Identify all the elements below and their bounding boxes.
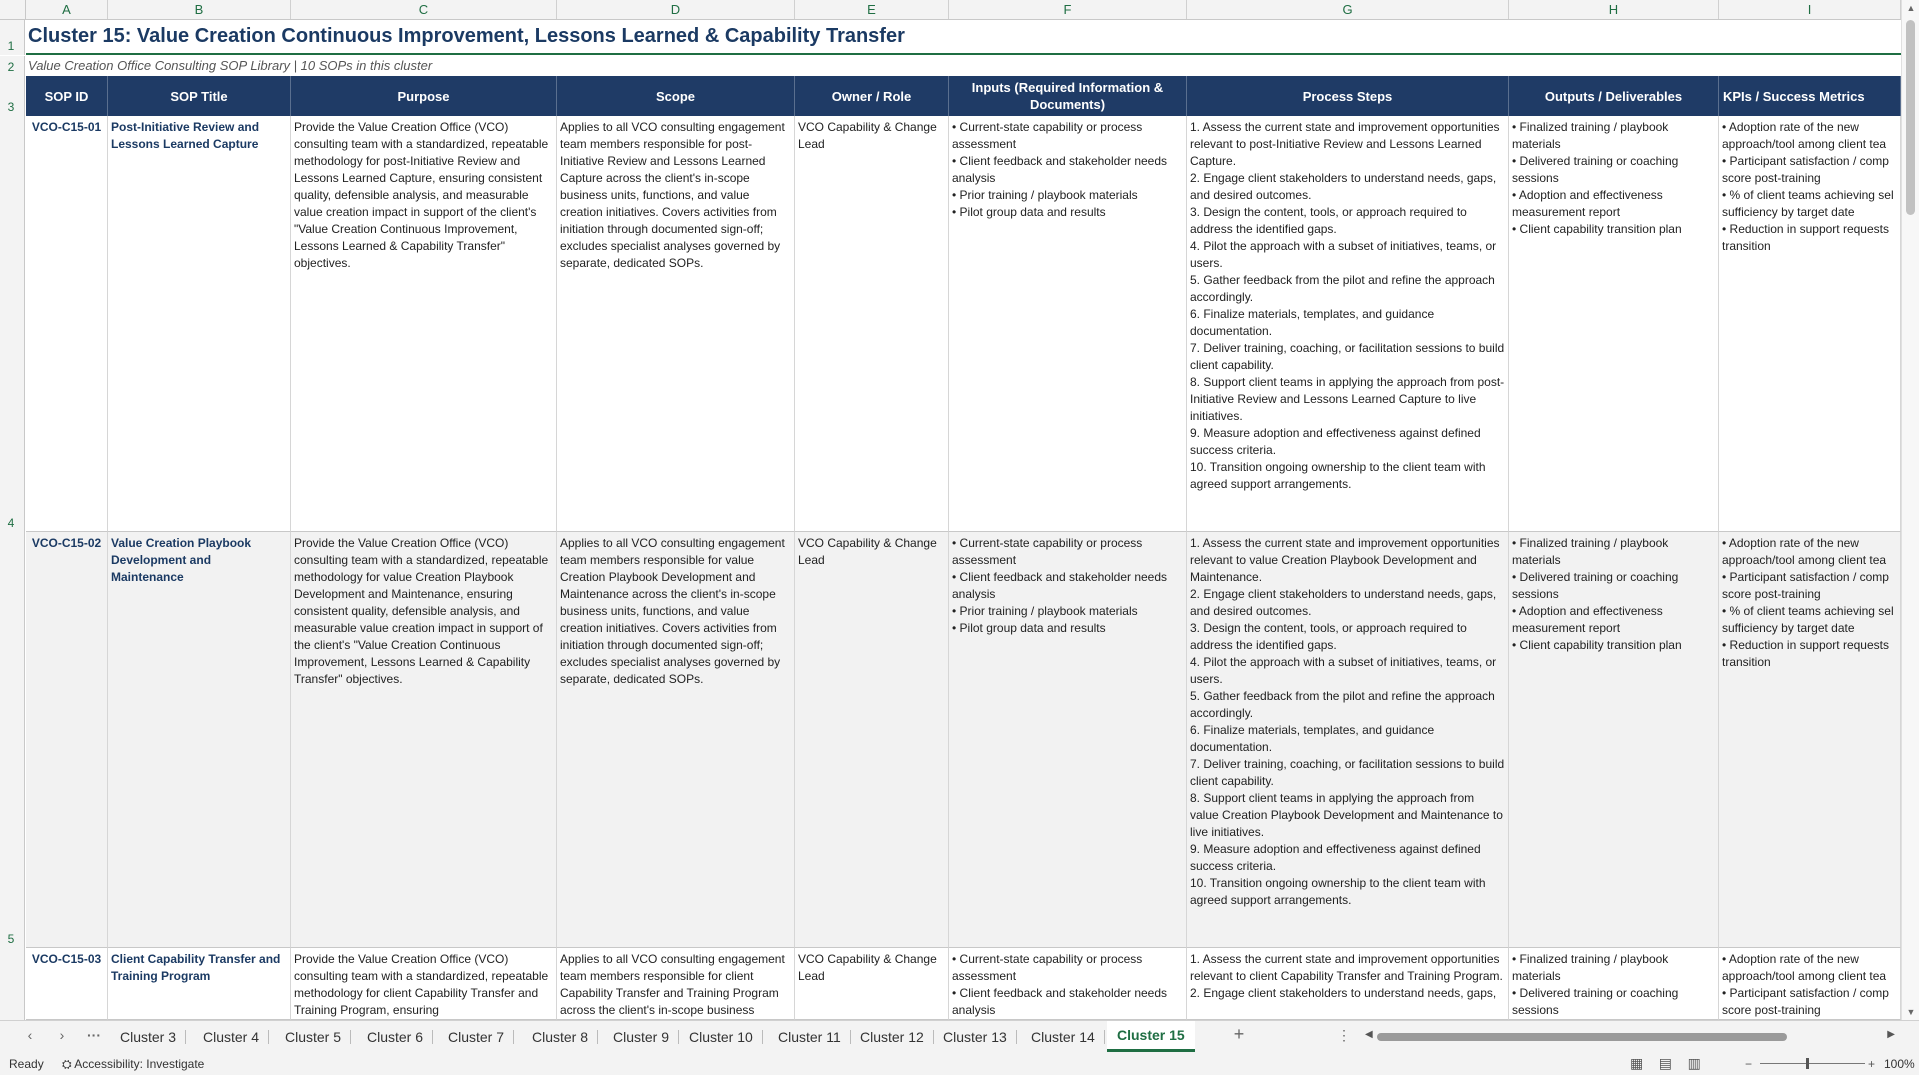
- select-all-corner[interactable]: [0, 0, 26, 19]
- cell-scope-row-2[interactable]: Applies to all VCO consulting engagement team members responsible for value Creation Playbook Development and Maintenance across the client's in-scope business units, functions, and value creation initiatives. Covers activities from initiation through documented sign-off; excludes specialist analyses governed by separate, dedicated SOPs.: [557, 532, 795, 948]
- inputs-item: • Pilot group data and results: [952, 620, 1183, 637]
- column-header-h[interactable]: H: [1509, 0, 1719, 19]
- inputs-item: • Client feedback and stakeholder needs analysis: [952, 569, 1183, 603]
- scroll-down-icon[interactable]: ▼: [1906, 1007, 1916, 1017]
- inputs-item: • Current-state capability or process assessment: [952, 951, 1183, 985]
- accessibility-status[interactable]: [62, 1057, 204, 1072]
- kpis-item: • % of client teams achieving sel sufficiency by target date: [1722, 603, 1897, 637]
- header-owner-role[interactable]: Owner / Role: [795, 76, 949, 116]
- column-header-c[interactable]: C: [291, 0, 557, 19]
- more-tabs-icon[interactable]: ···: [87, 1027, 101, 1043]
- steps-item: 2. Engage client stakeholders to understand needs, gaps, and desired outcomes.: [1190, 587, 1497, 618]
- header-purpose[interactable]: Purpose: [291, 76, 557, 116]
- header-kpis[interactable]: KPIs / Success Metrics: [1719, 76, 1901, 116]
- column-header-d[interactable]: D: [557, 0, 795, 19]
- row-header-3[interactable]: 3: [0, 76, 25, 116]
- scroll-right-icon[interactable]: ▶: [1887, 1029, 1895, 1040]
- kpis-item: • Participant satisfaction / comp score post-training: [1722, 153, 1897, 187]
- column-header-g[interactable]: G: [1187, 0, 1509, 19]
- kpis-item: • Participant satisfaction / comp score post-training: [1722, 985, 1897, 1019]
- outputs-item: • Adoption and effectiveness measurement report: [1512, 187, 1715, 221]
- steps-item: 10. Transition ongoing ownership to the client team with agreed support arrangements.: [1190, 876, 1486, 907]
- steps-item: 10. Transition ongoing ownership to the client team with agreed support arrangements.: [1190, 460, 1486, 491]
- cell-inputs-row-3[interactable]: [949, 948, 1187, 1020]
- steps-item: 2. Engage client stakeholders to understand needs, gaps, and desired outcomes.: [1190, 171, 1497, 202]
- cell-purpose-row-3[interactable]: Provide the Value Creation Office (VCO) consulting team with a standardized, repeatable methodology for client Capability Transfer and Training Program, ensuring: [291, 948, 557, 1020]
- outputs-item: • Finalized training / playbook materials: [1512, 535, 1715, 569]
- status-bar: [0, 1053, 1919, 1075]
- horizontal-scroll-thumb[interactable]: [1377, 1033, 1787, 1041]
- page-layout-view-icon[interactable]: ▤: [1658, 1055, 1673, 1071]
- outputs-item: • Finalized training / playbook materials: [1512, 951, 1715, 985]
- header-scope[interactable]: Scope: [557, 76, 795, 116]
- cell-scope-row-3[interactable]: Applies to all VCO consulting engagement team members responsible for client Capability Transfer and Training Program across the client's in-scope business: [557, 948, 795, 1020]
- kpis-item: • Participant satisfaction / comp score post-training: [1722, 569, 1897, 603]
- column-header-e[interactable]: E: [795, 0, 949, 19]
- steps-item: 2. Engage client stakeholders to understand needs, gaps,: [1190, 986, 1497, 1000]
- outputs-item: • Finalized training / playbook materials: [1512, 119, 1715, 153]
- tab-next-icon[interactable]: ›: [59, 1027, 65, 1043]
- accessibility-label: Accessibility: Investigate: [74, 1057, 205, 1071]
- header-sop-id[interactable]: SOP ID: [26, 76, 108, 116]
- outputs-item: • Client capability transition plan: [1512, 637, 1715, 654]
- vertical-scrollbar[interactable]: [1901, 0, 1919, 1020]
- sheet-tab-cluster-8[interactable]: Cluster 8: [522, 1025, 598, 1049]
- sheet-tab-cluster-12[interactable]: Cluster 12: [850, 1025, 934, 1049]
- cell-inputs-row-1[interactable]: [949, 116, 1187, 532]
- cell-purpose-row-2[interactable]: Provide the Value Creation Office (VCO) consulting team with a standardized, repeatable methodology for value Creation Playbook Development and Maintenance, ensuring consistent quality, defensible analysis, and measurable value creation impact in support of the client's "Value Creation Continuous Improvement, Lessons Learned & Capability Transfer" objectives.: [291, 532, 557, 948]
- column-header-f[interactable]: F: [949, 0, 1187, 19]
- outputs-item: • Delivered training or coaching sessions: [1512, 153, 1715, 187]
- header-inputs[interactable]: Inputs (Required Information & Documents): [949, 76, 1187, 116]
- outputs-item: • Adoption and effectiveness measurement report: [1512, 603, 1715, 637]
- inputs-item: • Prior training / playbook materials: [952, 603, 1183, 620]
- column-header-a[interactable]: A: [26, 0, 108, 19]
- sheet-tab-cluster-4[interactable]: Cluster 4: [193, 1025, 269, 1049]
- sheet-tab-cluster-10[interactable]: Cluster 10: [679, 1025, 763, 1049]
- view-buttons: [1630, 1055, 1701, 1072]
- steps-item: 9. Measure adoption and effectiveness against defined success criteria.: [1190, 426, 1481, 457]
- row-header-2[interactable]: 2: [0, 56, 25, 76]
- cell-kpis-row-2[interactable]: [1719, 532, 1901, 948]
- steps-item: 8. Support client teams in applying the approach from post-Initiative Review and Lessons Learned Capture to live initiatives.: [1190, 375, 1505, 423]
- row-header-5[interactable]: 5: [0, 532, 25, 948]
- sheet-tab-cluster-5[interactable]: Cluster 5: [275, 1025, 351, 1049]
- row-header-4[interactable]: 4: [0, 116, 25, 532]
- steps-item: 8. Support client teams in applying the approach from value Creation Playbook Development and Maintenance to live initiatives.: [1190, 791, 1503, 839]
- title-cell[interactable]: [26, 20, 1901, 55]
- tab-prev-icon[interactable]: ‹: [27, 1027, 33, 1043]
- sheet-tab-cluster-15[interactable]: Cluster 15: [1107, 1021, 1195, 1052]
- vertical-scroll-thumb[interactable]: [1906, 20, 1915, 215]
- cell-id-row-3[interactable]: VCO-C15-03: [26, 948, 108, 1020]
- cell-steps-row-3[interactable]: [1187, 948, 1509, 1020]
- inputs-item: • Client feedback and stakeholder needs analysis: [952, 153, 1183, 187]
- column-header-bar: [0, 0, 1901, 20]
- steps-item: 7. Deliver training, coaching, or facilitation sessions to build client capability.: [1190, 757, 1505, 788]
- kpis-item: • Adoption rate of the new approach/tool among client tea: [1722, 535, 1897, 569]
- steps-item: 1. Assess the current state and improvement opportunities relevant to value Creation Playbook Development and Maintenance.: [1190, 536, 1500, 584]
- page-break-view-icon[interactable]: ▥: [1687, 1055, 1701, 1071]
- sheet-tab-cluster-14[interactable]: Cluster 14: [1021, 1025, 1105, 1049]
- sheet-tab-cluster-7[interactable]: Cluster 7: [438, 1025, 514, 1049]
- cell-steps-row-1[interactable]: [1187, 116, 1509, 532]
- inputs-item: • Current-state capability or process assessment: [952, 535, 1183, 569]
- column-header-b[interactable]: B: [108, 0, 291, 19]
- inputs-item: • Pilot group data and results: [952, 204, 1183, 221]
- cell-owner-row-1[interactable]: VCO Capability & Change Lead: [795, 116, 949, 532]
- zoom-slider[interactable]: [1760, 1063, 1865, 1064]
- kpis-item: • Adoption rate of the new approach/tool among client tea: [1722, 119, 1897, 153]
- sheet-tab-cluster-6[interactable]: Cluster 6: [357, 1025, 433, 1049]
- cell-title-row-1[interactable]: Post-Initiative Review and Lessons Learned Capture: [108, 116, 291, 532]
- cell-scope-row-1[interactable]: Applies to all VCO consulting engagement team members responsible for post-Initiative Review and Lessons Learned Capture across the client's in-scope business units, functions, and value creation initiatives. Covers activities from initiation through documented sign-off; excludes specialist analyses governed by separate, dedicated SOPs.: [557, 116, 795, 532]
- header-outputs[interactable]: Outputs / Deliverables: [1509, 76, 1719, 116]
- steps-item: 9. Measure adoption and effectiveness against defined success criteria.: [1190, 842, 1481, 873]
- outputs-item: • Client capability transition plan: [1512, 221, 1715, 238]
- steps-item: 4. Pilot the approach with a subset of initiatives, teams, or users.: [1190, 655, 1497, 686]
- steps-item: 5. Gather feedback from the pilot and refine the approach accordingly.: [1190, 689, 1495, 720]
- cell-purpose-row-1[interactable]: Provide the Value Creation Office (VCO) consulting team with a standardized, repeatable methodology for post-Initiative Review and Lessons Learned Capture, ensuring consistent quality, defensible analysis, and measurable value creation impact in support of the client's "Value Creation Continuous Improvement, Lessons Learned & Capability Transfer" objectives.: [291, 116, 557, 532]
- zoom-in-icon[interactable]: +: [1868, 1057, 1876, 1071]
- cell-outputs-row-1[interactable]: [1509, 116, 1719, 532]
- scroll-left-icon[interactable]: ◀: [1365, 1029, 1373, 1040]
- steps-item: 5. Gather feedback from the pilot and refine the approach accordingly.: [1190, 273, 1495, 304]
- steps-item: 1. Assess the current state and improvement opportunities relevant to client Capability Transfer and Training Program.: [1190, 952, 1503, 983]
- steps-item: 6. Finalize materials, templates, and guidance documentation.: [1190, 723, 1435, 754]
- zoom-level[interactable]: 100%: [1884, 1057, 1915, 1071]
- steps-item: 6. Finalize materials, templates, and guidance documentation.: [1190, 307, 1435, 338]
- kpis-item: • % of client teams achieving sel sufficiency by target date: [1722, 187, 1897, 221]
- sheet-tab-cluster-9[interactable]: Cluster 9: [603, 1025, 679, 1049]
- cell-owner-row-2[interactable]: VCO Capability & Change Lead: [795, 532, 949, 948]
- row-header-6[interactable]: [0, 948, 25, 1020]
- steps-item: 1. Assess the current state and improvement opportunities relevant to post-Initiative Review and Lessons Learned Capture.: [1190, 120, 1500, 168]
- accessibility-icon: ⛭: [62, 1057, 75, 1071]
- cell-kpis-row-1[interactable]: [1719, 116, 1901, 532]
- zoom-slider-knob[interactable]: [1806, 1058, 1809, 1069]
- cell-id-row-1[interactable]: VCO-C15-01: [26, 116, 108, 532]
- outputs-item: • Delivered training or coaching sessions: [1512, 569, 1715, 603]
- steps-item: 4. Pilot the approach with a subset of initiatives, teams, or users.: [1190, 239, 1497, 270]
- cell-owner-row-3[interactable]: VCO Capability & Change Lead: [795, 948, 949, 1020]
- cell-outputs-row-2[interactable]: [1509, 532, 1719, 948]
- steps-item: 3. Design the content, tools, or approach required to address the identified gaps.: [1190, 205, 1467, 236]
- cell-outputs-row-3[interactable]: [1509, 948, 1719, 1020]
- cell-inputs-row-2[interactable]: [949, 532, 1187, 948]
- sheet-tab-cluster-11[interactable]: Cluster 11: [768, 1025, 851, 1049]
- sheet-tab-bar: [0, 1020, 1919, 1053]
- cell-title-row-2[interactable]: Value Creation Playbook Development and Maintenance: [108, 532, 291, 948]
- horizontal-scrollbar[interactable]: [1365, 1031, 1895, 1043]
- steps-item: 3. Design the content, tools, or approach required to address the identified gaps.: [1190, 621, 1467, 652]
- kpis-item: • Reduction in support requests transition: [1722, 637, 1897, 671]
- subtitle-cell[interactable]: [26, 56, 1901, 76]
- sheet-tab-cluster-13[interactable]: Cluster 13: [933, 1025, 1017, 1049]
- sheet-tab-cluster-3[interactable]: Cluster 3: [110, 1025, 186, 1049]
- kpis-item: • Reduction in support requests transition: [1722, 221, 1897, 255]
- cell-title-row-3[interactable]: Client Capability Transfer and Training Program: [108, 948, 291, 1020]
- normal-view-icon[interactable]: ▦: [1630, 1055, 1644, 1071]
- steps-item: 7. Deliver training, coaching, or facilitation sessions to build client capability.: [1190, 341, 1505, 372]
- header-sop-title[interactable]: SOP Title: [108, 76, 291, 116]
- kpis-item: • Adoption rate of the new approach/tool among client tea: [1722, 951, 1897, 985]
- outputs-item: • Delivered training or coaching sessions: [1512, 985, 1715, 1019]
- add-sheet-icon[interactable]: +: [1233, 1024, 1245, 1044]
- tab-options-icon[interactable]: ⋮: [1337, 1027, 1351, 1043]
- header-process-steps[interactable]: Process Steps: [1187, 76, 1509, 116]
- zoom-out-icon[interactable]: −: [1745, 1057, 1753, 1071]
- row-header-1[interactable]: 1: [0, 20, 25, 55]
- cell-steps-row-2[interactable]: [1187, 532, 1509, 948]
- scroll-up-icon[interactable]: ▲: [1906, 3, 1916, 13]
- inputs-item: • Client feedback and stakeholder needs analysis: [952, 985, 1183, 1019]
- cell-id-row-2[interactable]: VCO-C15-02: [26, 532, 108, 948]
- column-header-i[interactable]: I: [1719, 0, 1901, 19]
- status-ready: Ready: [9, 1057, 44, 1071]
- cell-kpis-row-3[interactable]: [1719, 948, 1901, 1020]
- inputs-item: • Prior training / playbook materials: [952, 187, 1183, 204]
- cluster-subtitle: Value Creation Office Consulting SOP Library | 10 SOPs in this cluster: [28, 58, 433, 73]
- inputs-item: • Current-state capability or process assessment: [952, 119, 1183, 153]
- cluster-title: Cluster 15: Value Creation Continuous Improvement, Lessons Learned & Capability Transfer: [28, 25, 905, 47]
